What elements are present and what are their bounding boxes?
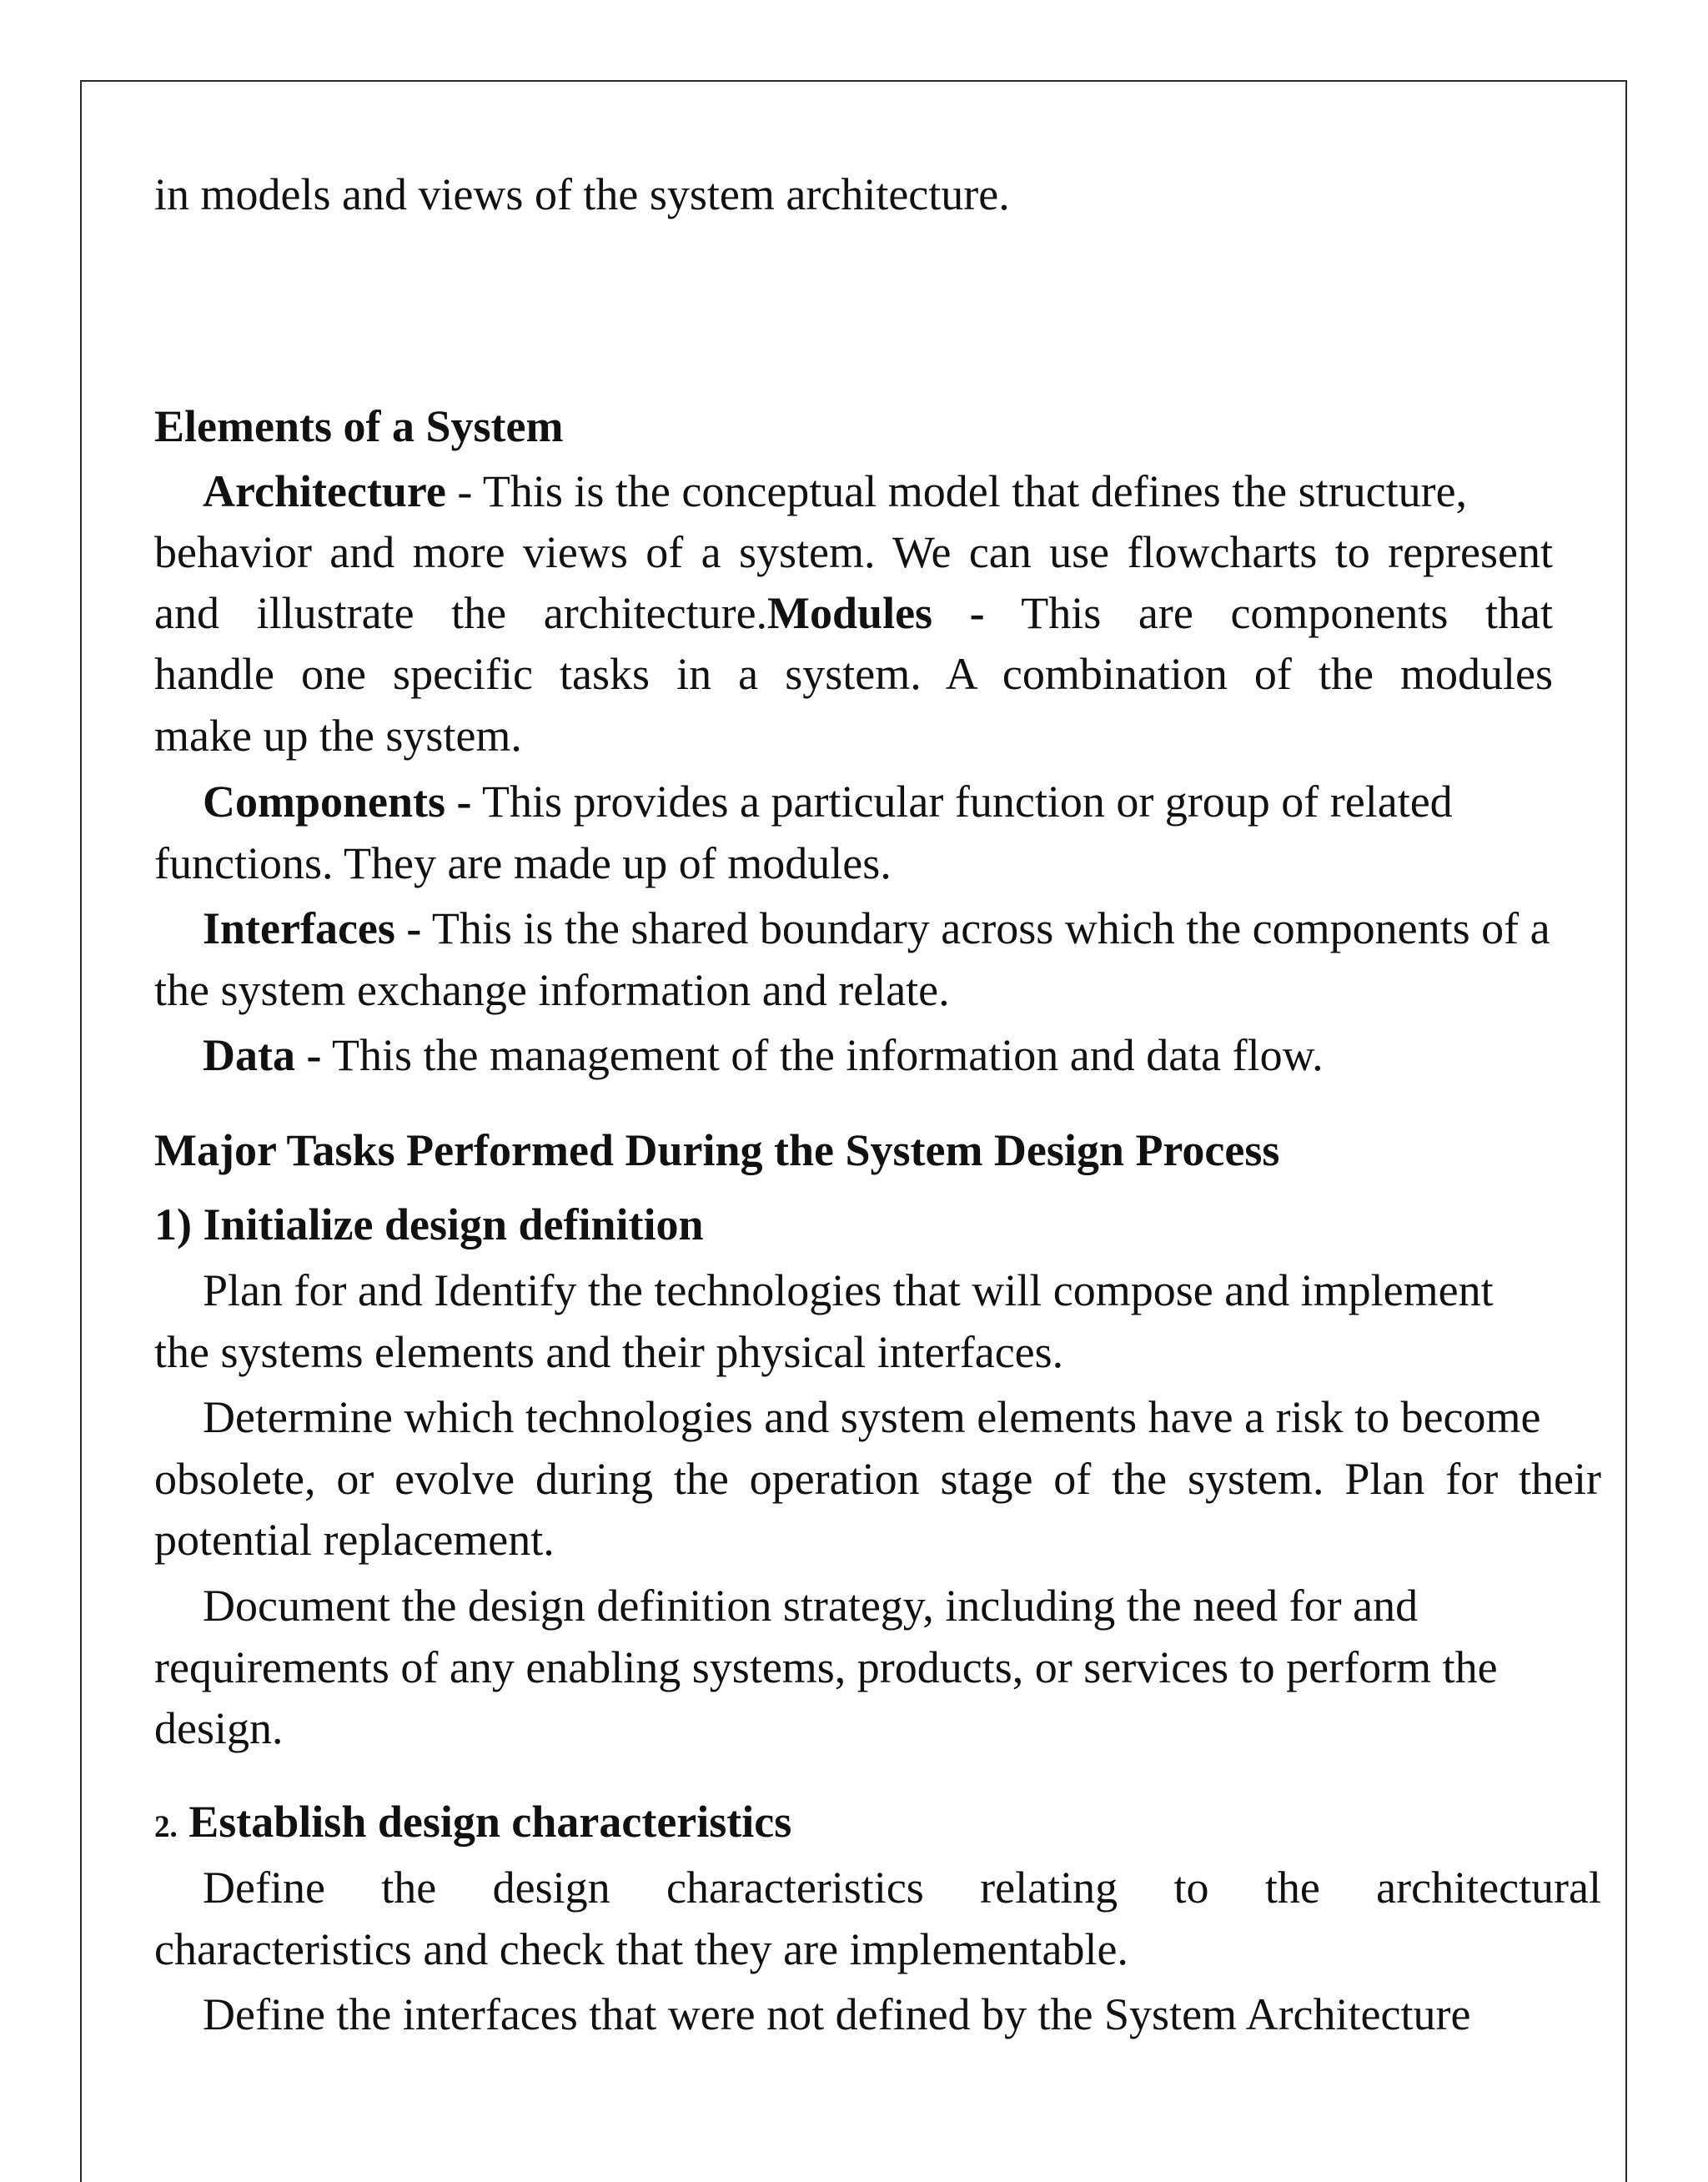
- task1-p1-line-2: the systems elements and their physical interfaces.: [154, 1327, 1064, 1377]
- task1-p2-line-2: obsolete, or evolve during the operation stage of the system. Plan for their: [154, 1454, 1601, 1504]
- task2-heading: 2. Establish design characteristics: [154, 1797, 792, 1847]
- task1-p3-line-3: design.: [154, 1703, 284, 1753]
- task1-p3-line-2: requirements of any enabling systems, products, or services to perform the: [154, 1642, 1498, 1692]
- task1-p1-line-1: Plan for and Identify the technologies that will compose and implement: [203, 1265, 1494, 1315]
- components-line-1: Components - This provides a particular function or group of related: [203, 777, 1453, 827]
- interfaces-line-2: the system exchange information and relate.: [154, 965, 950, 1015]
- architecture-line-2: behavior and more views of a system. We can use flowcharts to represent: [154, 527, 1553, 577]
- components-line-2: functions. They are made up of modules.: [154, 838, 892, 888]
- architecture-term: Architecture: [203, 466, 446, 516]
- architecture-line-1: Architecture - This is the conceptual model that defines the structure,: [203, 466, 1468, 516]
- data-line-1: Data - This the management of the information and data flow.: [203, 1030, 1324, 1080]
- interfaces-term: Interfaces -: [203, 903, 422, 953]
- task1-heading: 1) Initialize design definition: [154, 1199, 704, 1249]
- components-term: Components -: [203, 777, 472, 827]
- interfaces-line-1: Interfaces - This is the shared boundary across which the components of a: [203, 903, 1550, 953]
- modules-term: Modules -: [767, 588, 985, 638]
- task2-p1-line-2: characteristics and check that they are implementable.: [154, 1924, 1128, 1974]
- major-tasks-heading: Major Tasks Performed During the System Design Process: [154, 1125, 1280, 1175]
- task2-p1-line-1: Define the design characteristics relating to the architectural: [203, 1863, 1601, 1913]
- intro-line: in models and views of the system architecture.: [154, 169, 1010, 219]
- architecture-line-3: and illustrate the architecture.Modules - This are components that: [154, 588, 1554, 638]
- task2-number: 2.: [154, 1810, 178, 1844]
- architecture-line-5: make up the system.: [154, 711, 522, 761]
- elements-heading: Elements of a System: [154, 401, 564, 451]
- task1-p2-line-1: Determine which technologies and system elements have a risk to become: [203, 1392, 1541, 1442]
- task1-p3-line-1: Document the design definition strategy, including the need for and: [203, 1581, 1419, 1631]
- data-term: Data -: [203, 1030, 322, 1080]
- task1-p2-line-3: potential replacement.: [154, 1515, 555, 1565]
- architecture-line-4: handle one specific tasks in a system. A combination of the modules: [154, 649, 1553, 699]
- task2-p2-line-1: Define the interfaces that were not defined by the System Architecture: [203, 1989, 1471, 2039]
